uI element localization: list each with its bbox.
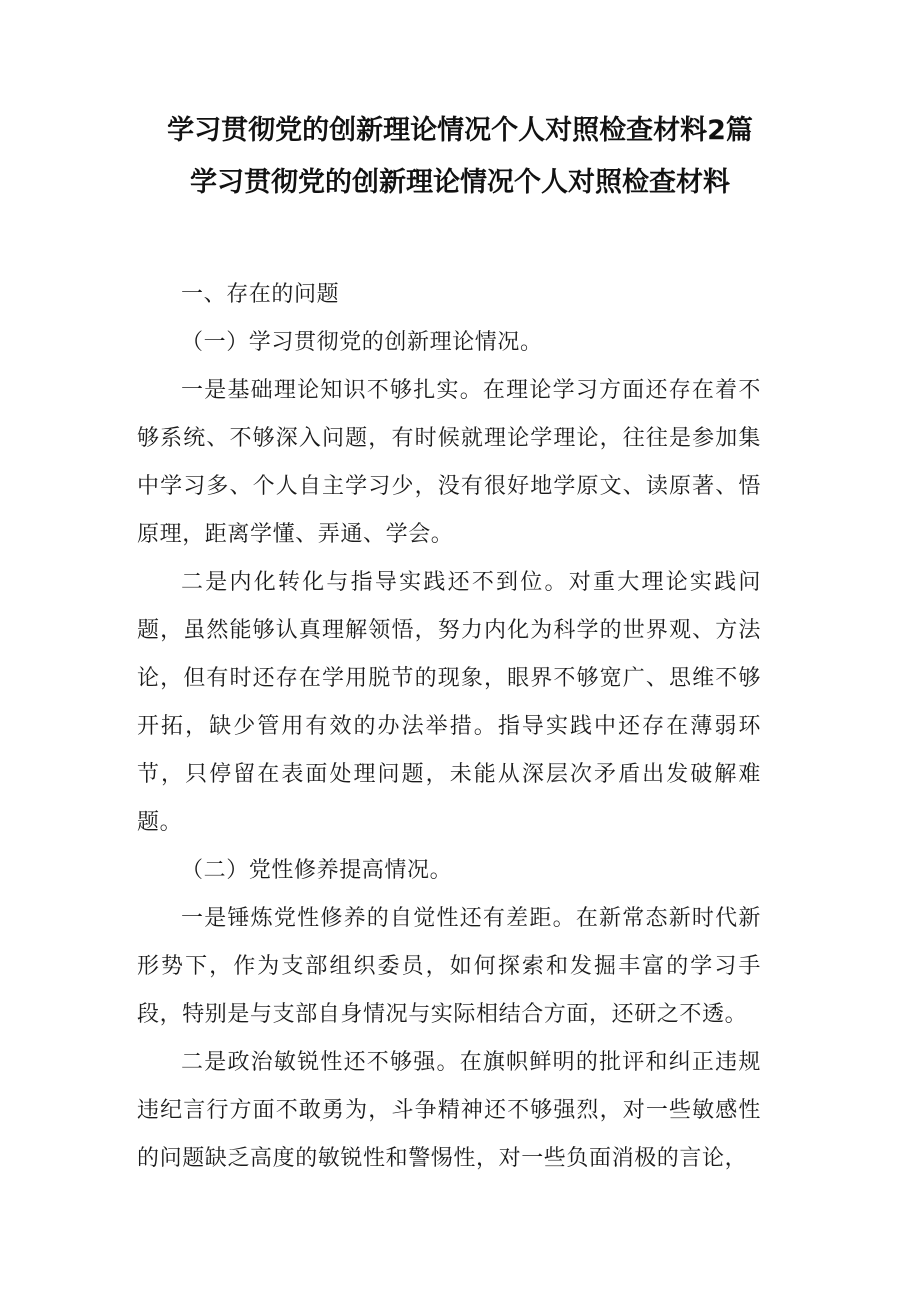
body-paragraph: 二是政治敏锐性还不够强。在旗帜鲜明的批评和纠正违规违纪言行方面不敢勇为，斗争精神还不够强烈，对一些敏感性的问题缺乏高度的敏锐性和警惕性，对一些负面消极的言论，: [137, 1050, 761, 1171]
subsection-heading: （二）党性修养提高情况。: [181, 858, 453, 883]
body-paragraph: 一是基础理论知识不够扎实。在理论学习方面还存在着不够系统、不够深入问题，有时候就理论学理论，往往是参加集中学习多、个人自主学习少，没有很好地学原文、读原著、悟原理，距离学懂、弄通、学会。: [137, 378, 761, 547]
subsection-heading: （一）学习贯彻党的创新理论情况。: [181, 330, 543, 355]
document-body: [137, 271, 761, 1183]
section-heading: 一、存在的问题: [181, 282, 340, 307]
document-subtitle: 学习贯彻党的创新理论情况个人对照检查材料: [190, 167, 730, 198]
document-title: 学习贯彻党的创新理论情况个人对照检查材料2篇: [167, 115, 753, 146]
body-paragraph: 一是锤炼党性修养的自觉性还有差距。在新常态新时代新形势下，作为支部组织委员，如何探索和发掘丰富的学习手段，特别是与支部自身情况与实际相结合方面，还研之不透。: [137, 906, 761, 1027]
body-paragraph: 二是内化转化与指导实践还不到位。对重大理论实践问题，虽然能够认真理解领悟，努力内化为科学的世界观、方法论，但有时还存在学用脱节的现象，眼界不够宽广、思维不够开拓，缺少管用有效的办法举措。指导实践中还存在薄弱环节，只停留在表面处理问题，未能从深层次矛盾出发破解难题。: [137, 570, 761, 835]
